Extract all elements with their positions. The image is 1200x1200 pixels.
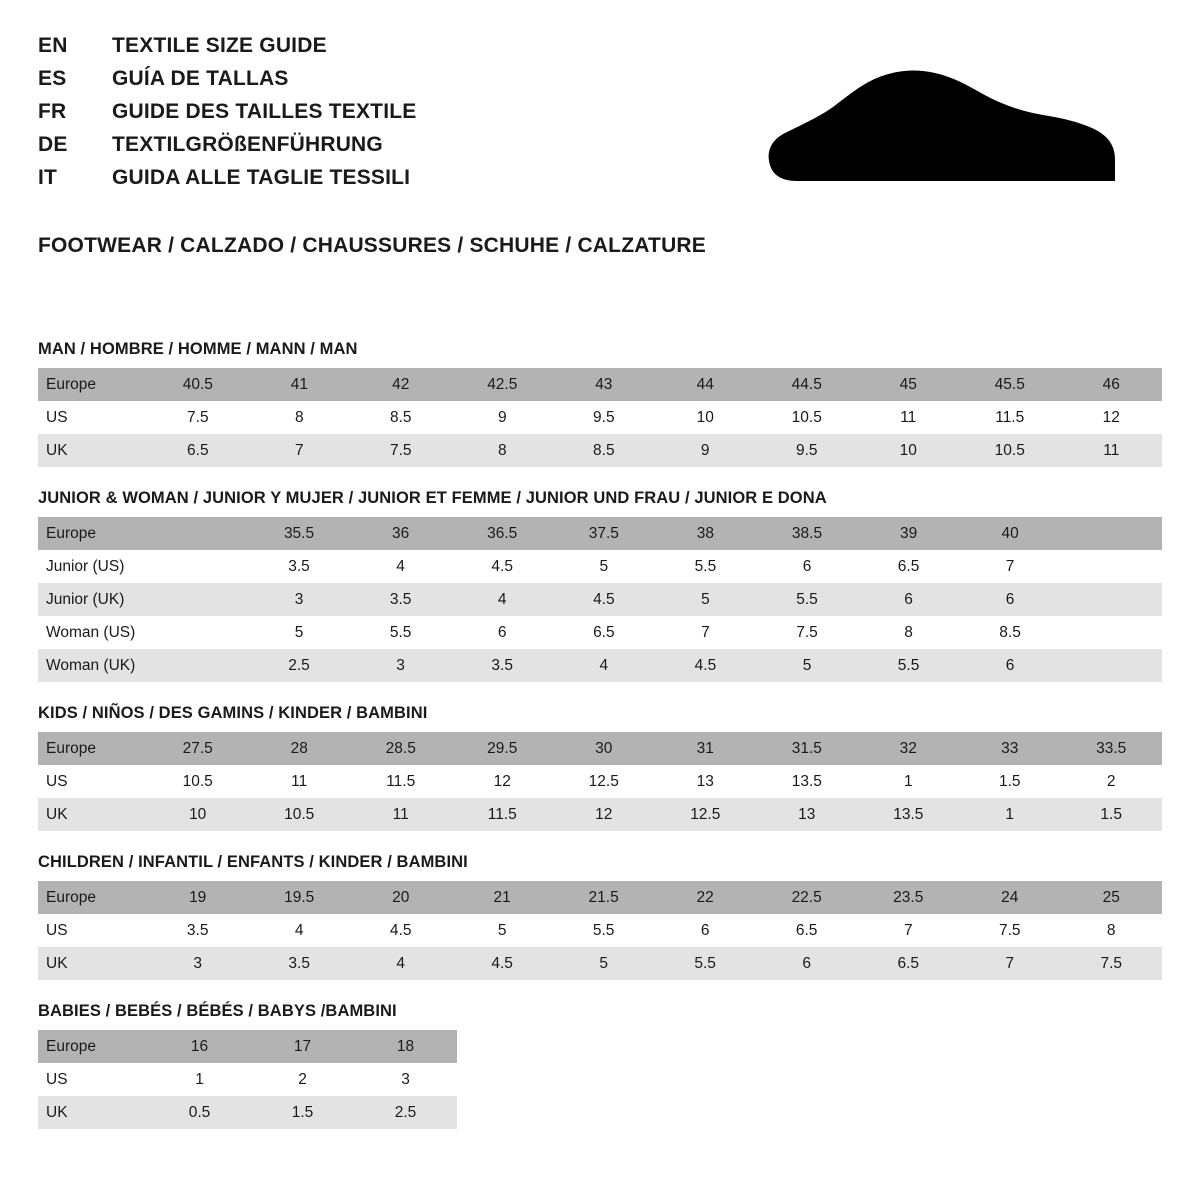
section-title: CHILDREN / INFANTIL / ENFANTS / KINDER / BAMBINI [38,853,468,871]
table-cell: 45.5 [959,368,1061,401]
table-row [38,517,1162,550]
table-row [38,1030,457,1063]
table-cell: 44 [655,368,756,401]
table-cell: 3.5 [451,649,553,682]
table-cell: 32 [858,732,960,765]
table-cell: 3.5 [350,583,452,616]
table-cell: 3 [354,1063,457,1096]
section-man [38,340,1162,467]
table-cell: 44.5 [756,368,858,401]
table-cell: 37.5 [553,517,655,550]
section-title: BABIES / BEBÉS / BÉBÉS / BABYS /BAMBINI [38,1002,397,1020]
table-row [38,434,1162,467]
row-label: Junior (US) [38,550,147,583]
table-cell: 28.5 [350,732,452,765]
table-cell: 1.5 [959,765,1060,798]
dress-shoe-icon [752,54,1132,204]
size-table-children [38,881,1162,980]
table-row [38,368,1162,401]
table-cell: 42.5 [451,368,553,401]
table-cell: 5 [655,583,757,616]
table-cell: 1.5 [251,1096,354,1129]
table-cell: 8 [249,401,350,434]
table-cell [1061,616,1162,649]
table-cell: 12.5 [655,798,757,831]
table-cell [147,550,248,583]
table-cell: 40.5 [147,368,249,401]
table-cell [147,616,248,649]
table-row [38,798,1162,831]
table-row [38,1096,457,1129]
table-cell: 38 [655,517,757,550]
table-cell: 11 [248,765,350,798]
table-cell: 4.5 [655,649,757,682]
table-cell: 8.5 [553,434,654,467]
language-code: EN [38,34,68,57]
table-row [38,583,1162,616]
row-label: US [38,914,147,947]
table-cell: 38.5 [756,517,858,550]
table-cell: 9 [451,401,553,434]
table-cell [1061,583,1162,616]
language-row [38,100,416,133]
language-code: FR [38,100,67,123]
table-cell: 6 [858,583,960,616]
language-title: TEXTILE SIZE GUIDE [112,34,327,57]
table-cell: 20 [350,881,451,914]
table-cell: 7 [959,550,1061,583]
table-cell: 6 [756,947,858,980]
table-cell: 30 [553,732,655,765]
table-cell: 10.5 [756,401,858,434]
table-cell: 33.5 [1060,732,1162,765]
table-cell: 16 [148,1030,251,1063]
size-table-kids [38,732,1162,831]
size-table-junior-woman [38,517,1162,682]
table-row [38,881,1162,914]
table-cell: 22.5 [756,881,858,914]
row-label: UK [38,1096,148,1129]
table-row [38,1063,457,1096]
table-cell: 9.5 [553,401,654,434]
table-cell: 5.5 [654,947,755,980]
table-cell: 4 [350,947,451,980]
table-cell: 4 [451,583,553,616]
section-babies [38,1002,1162,1129]
section-title: KIDS / NIÑOS / DES GAMINS / KINDER / BAMBINI [38,704,428,722]
size-table-man [38,368,1162,467]
table-cell: 3.5 [248,550,350,583]
section-kids [38,704,1162,831]
table-cell: 43 [553,368,654,401]
row-label: Junior (UK) [38,583,147,616]
table-cell: 5.5 [858,649,960,682]
table-cell: 11.5 [959,401,1061,434]
table-cell: 3 [248,583,350,616]
table-row [38,649,1162,682]
table-cell: 5 [451,914,552,947]
table-cell: 6.5 [858,550,960,583]
table-cell: 28 [248,732,350,765]
table-cell: 33 [959,732,1060,765]
table-cell: 8 [858,616,960,649]
table-row [38,732,1162,765]
table-cell: 29.5 [451,732,553,765]
table-cell: 6.5 [756,914,858,947]
table-cell: 0.5 [148,1096,251,1129]
row-label: Woman (US) [38,616,147,649]
table-cell: 3.5 [147,914,248,947]
row-label: UK [38,798,147,831]
row-label: Europe [38,1030,148,1063]
table-cell: 31 [655,732,757,765]
row-label: Woman (UK) [38,649,147,682]
table-row [38,550,1162,583]
table-cell: 21.5 [553,881,655,914]
section-title: MAN / HOMBRE / HOMME / MANN / MAN [38,340,358,358]
language-row [38,166,416,199]
table-cell: 7.5 [1060,947,1162,980]
table-cell: 8 [451,434,553,467]
table-cell: 5.5 [655,550,757,583]
table-cell: 36 [350,517,452,550]
table-cell: 2.5 [248,649,350,682]
table-cell: 21 [451,881,552,914]
table-cell: 5 [248,616,350,649]
table-cell: 35.5 [248,517,350,550]
table-cell: 7.5 [959,914,1060,947]
table-cell: 3.5 [248,947,350,980]
language-row [38,34,416,67]
table-cell: 6 [451,616,553,649]
table-cell: 6.5 [857,947,959,980]
table-cell: 11 [858,401,959,434]
table-cell: 10 [147,798,249,831]
table-cell: 13 [756,798,858,831]
row-label: Europe [38,732,147,765]
table-row [38,765,1162,798]
table-cell: 11.5 [350,765,452,798]
language-title: GUÍA DE TALLAS [112,67,289,90]
table-cell: 46 [1061,368,1162,401]
table-cell: 3 [147,947,248,980]
table-cell [1061,649,1162,682]
language-row [38,133,416,166]
language-row [38,67,416,100]
language-title: TEXTILGRÖßENFÜHRUNG [112,133,383,156]
section-title: JUNIOR & WOMAN / JUNIOR Y MUJER / JUNIOR ET FEMME / JUNIOR UND FRAU / JUNIOR E DONA [38,489,827,507]
language-title: GUIDA ALLE TAGLIE TESSILI [112,166,411,189]
table-cell: 24 [959,881,1060,914]
table-cell: 1 [148,1063,251,1096]
table-cell: 10.5 [248,798,350,831]
table-cell: 17 [251,1030,354,1063]
table-cell: 2 [1060,765,1162,798]
table-cell: 5 [553,947,655,980]
table-cell: 4.5 [451,947,552,980]
table-cell: 7 [959,947,1060,980]
row-label: Europe [38,368,147,401]
table-cell: 10.5 [147,765,249,798]
table-cell: 5.5 [553,914,655,947]
table-cell: 5 [756,649,858,682]
table-cell: 8.5 [350,401,451,434]
table-cell: 7.5 [147,401,249,434]
row-label: UK [38,434,147,467]
table-cell: 12 [553,798,655,831]
table-cell: 12 [451,765,553,798]
table-cell: 4 [248,914,350,947]
table-cell: 8.5 [959,616,1061,649]
table-cell: 7 [249,434,350,467]
table-cell [1061,517,1162,550]
table-row [38,616,1162,649]
table-cell: 4.5 [451,550,553,583]
table-cell: 42 [350,368,451,401]
table-cell: 6 [654,914,755,947]
row-label: Europe [38,517,147,550]
table-cell: 8 [1060,914,1162,947]
table-cell: 18 [354,1030,457,1063]
row-label: US [38,765,147,798]
table-cell [1061,550,1162,583]
table-cell: 13.5 [756,765,858,798]
language-code: DE [38,133,68,156]
table-cell: 1 [858,765,960,798]
table-cell: 6 [959,583,1061,616]
table-cell: 13.5 [858,798,960,831]
table-row [38,947,1162,980]
section-junior-woman [38,489,1162,682]
table-cell: 2 [251,1063,354,1096]
table-cell: 12.5 [553,765,655,798]
table-cell: 13 [655,765,757,798]
table-cell: 4 [350,550,452,583]
table-cell: 41 [249,368,350,401]
table-row [38,401,1162,434]
table-cell: 5.5 [756,583,858,616]
table-cell: 7 [857,914,959,947]
size-tables [38,340,1162,1129]
table-cell: 36.5 [451,517,553,550]
language-list [38,34,416,199]
table-cell: 4 [553,649,655,682]
table-cell: 9.5 [756,434,858,467]
table-cell [147,583,248,616]
table-cell: 19 [147,881,248,914]
table-cell: 11.5 [451,798,553,831]
table-cell: 5.5 [350,616,452,649]
table-cell: 7.5 [756,616,858,649]
table-cell: 31.5 [756,732,858,765]
table-cell: 10 [655,401,756,434]
table-cell: 6 [959,649,1061,682]
row-label: US [38,401,147,434]
table-cell: 39 [858,517,960,550]
language-code: ES [38,67,67,90]
table-cell: 4.5 [553,583,655,616]
table-cell: 7.5 [350,434,451,467]
table-cell: 1 [959,798,1060,831]
table-row [38,914,1162,947]
category-title: FOOTWEAR / CALZADO / CHAUSSURES / SCHUHE / CALZATURE [38,234,707,257]
table-cell: 25 [1060,881,1162,914]
table-cell: 4.5 [350,914,451,947]
language-title: GUIDE DES TAILLES TEXTILE [112,100,417,123]
size-table-babies [38,1030,457,1129]
row-label: UK [38,947,147,980]
table-cell [147,649,248,682]
section-children [38,853,1162,980]
table-cell: 23.5 [857,881,959,914]
table-cell: 3 [350,649,452,682]
table-cell: 6.5 [147,434,249,467]
table-cell: 27.5 [147,732,249,765]
page-header [38,34,1162,204]
table-cell: 11 [1061,434,1162,467]
table-cell: 6 [756,550,858,583]
table-cell: 10 [858,434,959,467]
table-cell: 1.5 [1060,798,1162,831]
row-label: US [38,1063,148,1096]
table-cell: 12 [1061,401,1162,434]
table-cell: 10.5 [959,434,1061,467]
table-cell: 11 [350,798,452,831]
table-cell: 6.5 [553,616,655,649]
table-cell: 22 [654,881,755,914]
table-cell: 7 [655,616,757,649]
table-cell: 9 [655,434,756,467]
language-code: IT [38,166,58,189]
table-cell [147,517,248,550]
row-label: Europe [38,881,147,914]
table-cell: 45 [858,368,959,401]
table-cell: 40 [959,517,1061,550]
table-cell: 2.5 [354,1096,457,1129]
table-cell: 19.5 [248,881,350,914]
table-cell: 5 [553,550,655,583]
